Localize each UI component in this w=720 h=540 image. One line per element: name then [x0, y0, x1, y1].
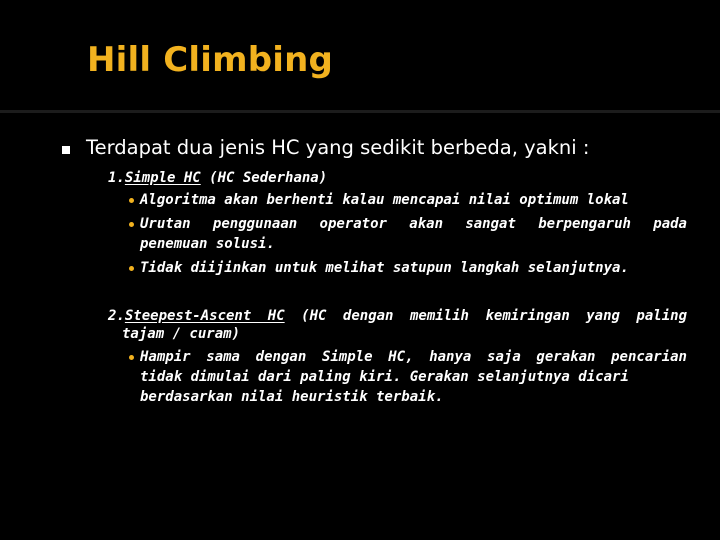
- list-item-2-point-1-cont: tidak dimulai dari paling kiri. Gerakan selanjutnya dicari: [140, 369, 629, 385]
- bullet-dot-icon: [129, 198, 134, 203]
- list-item-1-point-3: Tidak diijinkan untuk melihat satupun langkah selanjutnya.: [140, 260, 629, 276]
- title-bar: [0, 0, 720, 113]
- item-name: Steepest-Ascent HC: [124, 308, 285, 324]
- bullet-dot-icon: [129, 222, 134, 227]
- item-description: (HC dengan memilih kemiringan yang paling: [301, 308, 688, 324]
- list-item-2-point-1: Hampir sama dengan Simple HC, hanya saja gerakan pencarian: [140, 349, 687, 365]
- list-item-1-point-2-cont: penemuan solusi.: [140, 236, 275, 252]
- list-number: 2.: [108, 308, 125, 324]
- list-item-2-heading: [108, 308, 687, 324]
- list-item-1-heading: [108, 170, 327, 186]
- slide-title: Hill Climbing: [87, 40, 334, 80]
- list-item-2-heading-cont: tajam / curam): [122, 326, 241, 342]
- intro-text: Terdapat dua jenis HC yang sedikit berbeda, yakni :: [86, 136, 590, 159]
- item-description: (HC Sederhana): [209, 170, 328, 186]
- intro-bullet: [62, 136, 702, 166]
- bullet-dot-icon: [129, 266, 134, 271]
- list-item-1-point-1: Algoritma akan berhenti kalau mencapai nilai optimum lokal: [140, 192, 629, 208]
- bullet-dot-icon: [129, 355, 134, 360]
- item-name: Simple HC: [124, 170, 201, 186]
- list-item-2-point-1-cont-2: berdasarkan nilai heuristik terbaik.: [140, 389, 444, 405]
- list-item-1-point-2: Urutan penggunaan operator akan sangat berpengaruh pada: [140, 216, 687, 232]
- list-number: 1.: [108, 170, 125, 186]
- square-bullet-icon: [62, 146, 70, 154]
